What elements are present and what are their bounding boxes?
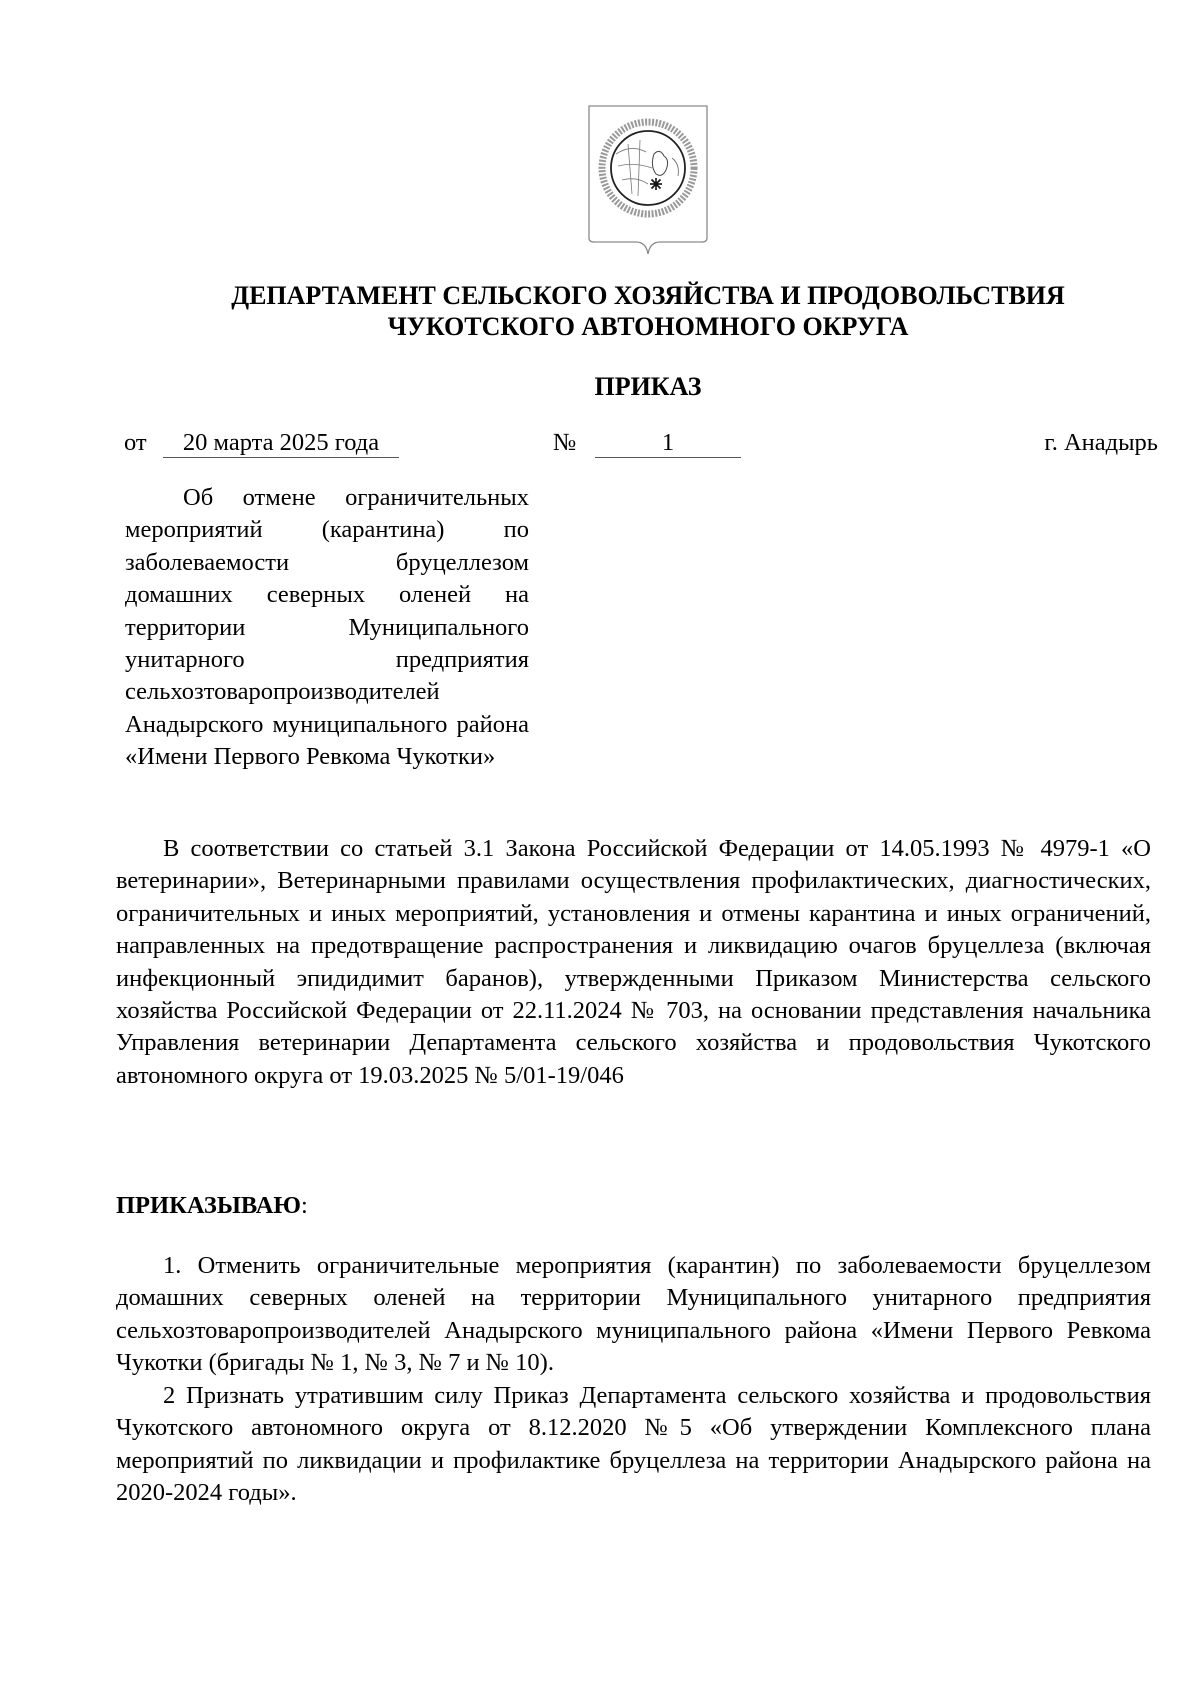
order-item-text: 2 Признать утратившим силу Приказ Департамента сельского хозяйства и продовольствия Чукотского автономного округа от 8.12.2020 №5 «Об утверждении Комплексного плана мероприятий по ликвидации и профилактике бруцеллеза на территории Анадырского района на 2020-2024 годы». (116, 1382, 1151, 1507)
order-item-1 (116, 1250, 1151, 1380)
orders-heading-text: ПРИКАЗЫВАЮ (116, 1192, 301, 1219)
department-name-line2: ЧУКОТСКОГО АВТОНОМНОГО ОКРУГА (387, 312, 909, 341)
order-number-label: № (553, 429, 577, 456)
basis-paragraph-text: В соответствии со статьей 3.1 Закона Российской Федерации от 14.05.1993 № 4979-1 «О ветеринарии», Ветеринарными правилами осуществления профилактических, диагностических, ограничительных и иных мероприятий, установления и отмены карантина и иных ограничений, направленных на предотвращение распространения и ликвидацию очагов бруцеллеза (включая инфекционный эпидидимит баранов), утвержденными Приказом Министерства сельского хозяйства Российской Федерации от 22.11.2024 № 703, на основании представления начальника Управления ветеринарии Департамента сельского хозяйства и продовольствия Чукотского автономного округа от 19.03.2025 № 5/01-19/046 (116, 835, 1151, 1089)
document-type-title: ПРИКАЗ (594, 372, 702, 401)
basis-paragraph (116, 833, 1151, 1092)
orders-heading-colon: : (301, 1192, 308, 1219)
department-name-line1: ДЕПАРТАМЕНТ СЕЛЬСКОГО ХОЗЯЙСТВА И ПРОДОВОЛЬСТВИЯ (231, 281, 1065, 310)
coat-of-arms-icon (586, 104, 710, 256)
orders-heading (116, 1190, 308, 1222)
order-subject: Об отмене ограничительных мероприятий (карантина) по заболеваемости бруцеллезом домашних северных оленей на территории Муниципального унитарного предприятия сельхозтоваропроизводителей Анадырского муниципального района «Имени Первого Ревкома Чукотки» (125, 484, 529, 771)
order-item-2 (116, 1380, 1151, 1510)
order-item-text: 1. Отменить ограничительные мероприятия (карантин) по заболеваемости бруцеллезом домашних северных оленей на территории Муниципального унитарного предприятия сельхозтоваропроизводителей Анадырского муниципального района «Имени Первого Ревкома Чукотки (бригады № 1, № 3, № 7 и № 10). (116, 1252, 1151, 1377)
order-date-field: 20 марта 2025 года (163, 428, 399, 458)
department-name (0, 280, 1200, 342)
order-number-field: 1 (595, 428, 741, 458)
city-label: г. Анадырь (1044, 429, 1158, 456)
date-from-label: от (124, 429, 147, 456)
